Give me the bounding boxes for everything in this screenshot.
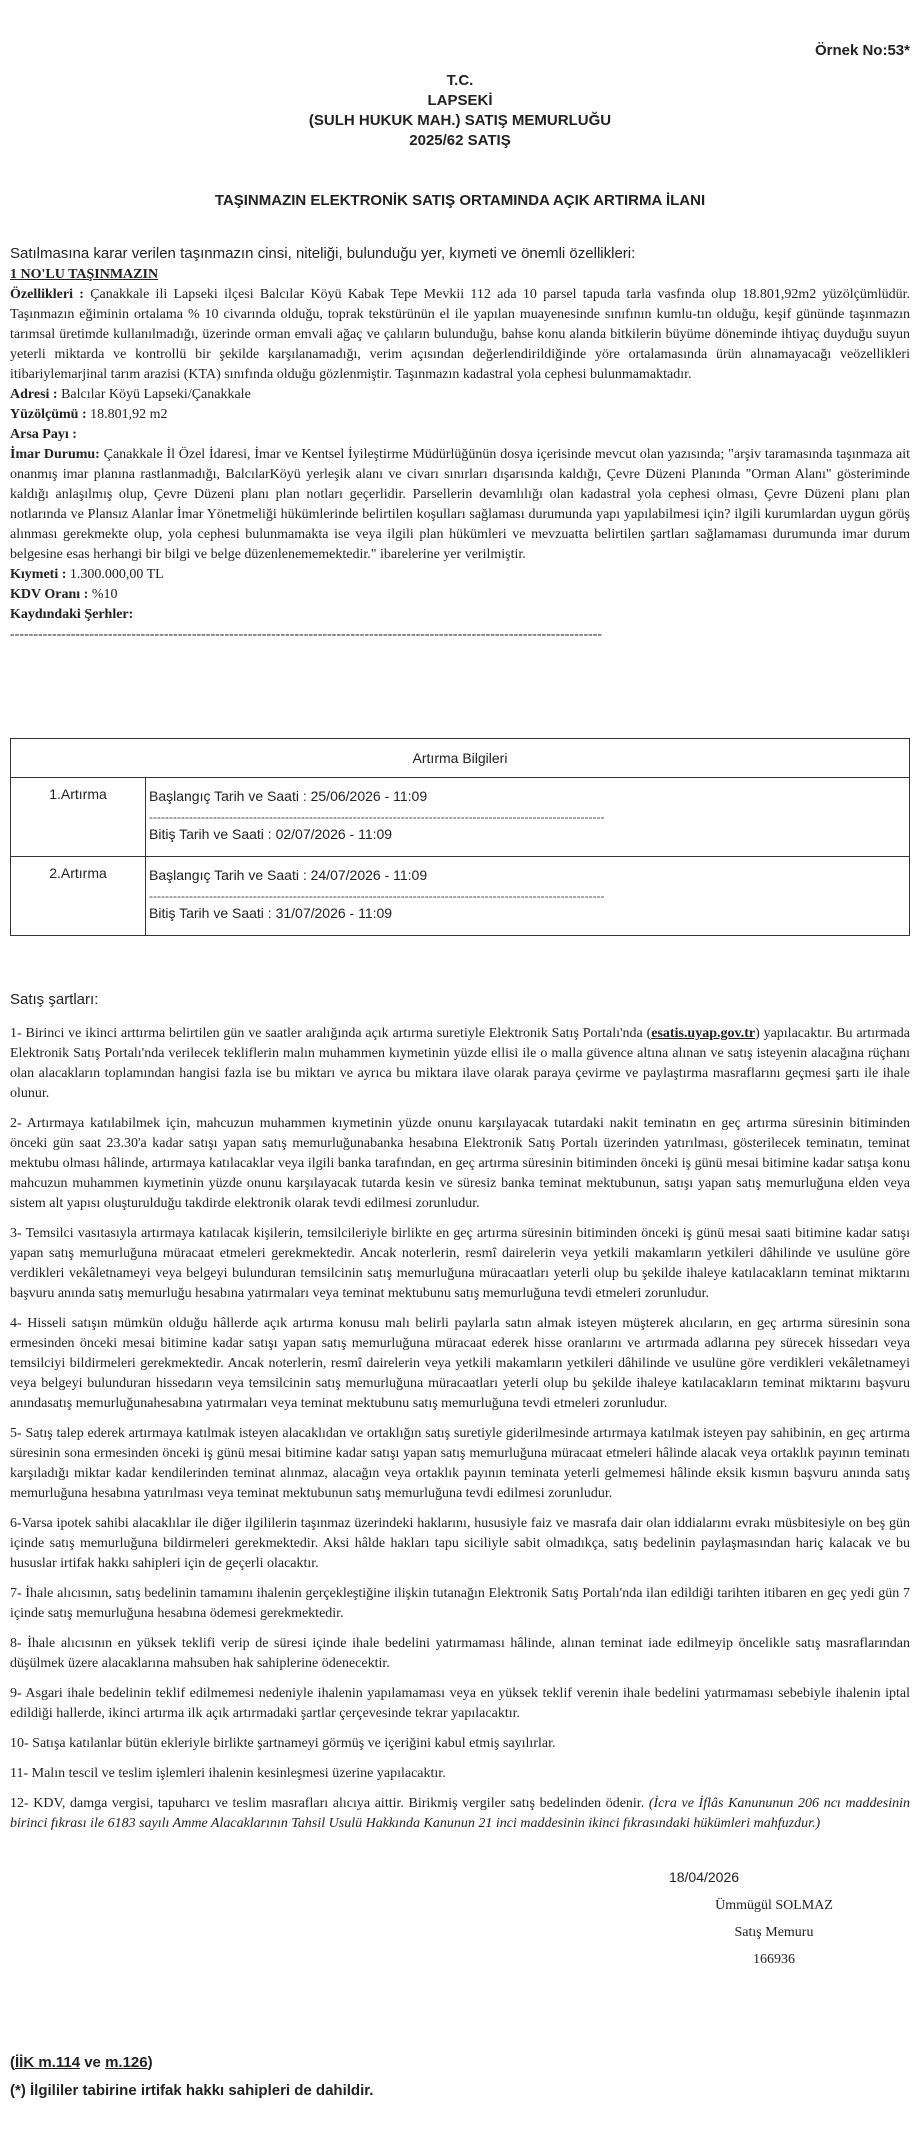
area-label: Yüzölçümü : [10, 407, 87, 422]
sample-number: Örnek No:53* [814, 42, 910, 59]
auction-label-2: 2.Artırma [11, 857, 146, 936]
auction-start-1: Başlangıç Tarih ve Saati : 25/06/2026 - 11:09 [149, 788, 428, 804]
page-title: TAŞINMAZIN ELEKTRONİK SATIŞ ORTAMINDA AÇIK ARTIRMA İLANI [214, 192, 706, 209]
table-row [11, 857, 910, 936]
vat-text: %10 [91, 587, 118, 602]
zoning-text: Çanakkale İl Özel İdaresi, İmar ve Kentsel İyileştirme Müdürlüğünün dosya içerisinde mevcut olan yazısında; "arşiv taramasında taşınmaza ait onanmış imar planına rastlanmadığı, BalcılarKöyü yerleşik alanı ve civarı sınırları dışarısında kaldığı, Çevre Düzeni Planında "Orman Alanı" gösteriminde kaldığı anlaşılmış olup, Çevre Düzeni planı plan notları geçerlidir. Parsellerin devamlılığı olan kadastral yola cephesi olması, Çevre Düzeni planı plan notlarında ve Plansız Alanlar İmar Yönetmeliği hükümlerinde belirtilen koşulları sağlaması durumunda yapı yapılabilmesi için? ilgili kurumlardan uygun görüş alınması gerekmekte olup, yola cephesi bulunmamakta ise veya ilgili plan hükümleri ve mevzuatta belirtilen şartları sağlamaması durumunda imar durum belgesine esas herhangi bir bilgi ve belge düzenlenememektedir." ibarelerine yer verilmiştir. [10, 447, 911, 562]
auction-start-2: Başlangıç Tarih ve Saati : 24/07/2026 - 11:09 [149, 867, 428, 883]
address-label: Adresi : [10, 387, 58, 402]
condition-2: 2- Artırmaya katılabilmek için, mahcuzun muhammen kıymetinin yüzde onunu karşılayacak tutardaki nakit teminatın en geç artırma süresinin bitiminden önceki gün saat 23.30'a kadar satışı yapan satış memurluğunabanka hesabına Elektronik Satış Portalı üzerinden yatırılması, gösterilecek teminatın, teminat mektubu olması hâlinde, artırmaya katılacaklar veya ilgili banka tarafından, en geç artırma süresinin bitiminden önceki iş günü mesai bitimine kadar satışa konu mahcuzun muhammen kıymetinin yüzde onunu karşılayacak tutarda kesin ve süresiz banka teminat mektubunun, satışı yapan satış memurluğuna elden veya sistem alt yapısı oluşturulduğu takdirde elektronik olarak tevdi edilmesi zorunludur. [10, 1116, 910, 1211]
office-header [10, 71, 910, 151]
header-line-office: (SULH HUKUK MAH.) SATIŞ MEMURLUĞU [308, 112, 612, 129]
sale-conditions [10, 990, 910, 1844]
condition-12-note: (İcra ve İflâs Kanununun 206 ncı maddesinin birinci fıkrası ile 6183 sayılı Amme Alacaklarının Tahsil Usulü Hakkında Kanunun 21 inci maddesinin ikinci fıkrasındaki hükümleri mahfuzdur.) [10, 1796, 911, 1831]
auction-end-1: Bitiş Tarih ve Saati : 02/07/2026 - 11:09 [149, 826, 393, 842]
property-separator: ------------------------------------------------------------------------------------------------------------------------------- [10, 627, 603, 642]
header-line-tc: T.C. [446, 72, 474, 89]
condition-6: 6-Varsa ipotek sahibi alacaklılar ile diğer ilgililerin taşınmaz üzerindeki haklarını, hususiyle faiz ve masrafa dair olan iddialarını evrakı müsbitesiyle on beş gün içinde satış memurluğuna bildirmeleri gerekmektedir. Aksi hâlde hakları tapu siciliyle sabit olmadıkça, satış bedelinin paylaşmasından hariç kalacak ve bu hususlar irtifak hakkı sahipleri için de geçerli olacaktır. [10, 1516, 910, 1571]
footnote: (*) İlgililer tabirine irtifak hakkı sahipleri de dahildir. [10, 2082, 374, 2099]
auction-divider-2: ------------------------------------------------------------------------------------------------------------------ [149, 889, 605, 903]
property-area [10, 405, 910, 425]
share-label: Arsa Payı : [10, 427, 77, 442]
header-line-city: LAPSEKİ [427, 92, 493, 109]
condition-8: 8- İhale alıcısının en yüksek teklifi verip de süresi içinde ihale bedelini yatırmaması hâlinde, alınan teminat iade edilmeyip öncelikle satış masraflarından düşülmek üzere alacaklarına mahsuben hak sahiplerine ödenecektir. [10, 1636, 910, 1671]
auction-table-header: Artırma Bilgileri [11, 739, 910, 778]
condition-1-post: ) yapılacaktır. Bu artırmada Elektronik Satış Portalı'nda verilecek tekliflerin malın muhammen kıymetinin yüzde ellisi ile o malla güvence altına alınan ve satış isteyenin alacağına rüçhanı olan alacakların toplamından hangisi fazla ise bu miktarı ve ayrıca bu miktara ilave olarak paraya çevirme ve paylaştırma masraflarını geçmesi şartı ile ihale olunur. [10, 1026, 910, 1101]
legal-reference [10, 2054, 153, 2071]
property-value [10, 565, 910, 585]
address-text: Balcılar Köyü Lapseki/Çanakkale [61, 387, 251, 402]
condition-3: 3- Temsilci vasıtasıyla artırmaya katılacak kişilerin, temsilcileriyle birlikte en geç artırma süresinin bitiminden önceki iş günü mesai saati bitimine kadar satışı yapan satış memurluğuna müracaat etmeleri gerekmektedir. Ancak noterlerin, resmî dairelerin veya yetkili makamların yetkileri dâhilinde ve usulüne göre verdikleri vekâletnameyi veya belgeyi bulunduran temsilcinin satış memurluğuna müracaatları yeterli olup bu şekilde ihaleye katılacakların teminat miktarını başvuru anında satış memurluğu hesabına yatırmaları veya teminat mektubunu satış memurluğuna tevdi etmeleri zorunludur. [10, 1226, 910, 1301]
ref-iik-114[interactable]: İİK m.114 [15, 2054, 81, 2071]
signature-title: Satış Memuru [734, 1925, 814, 1940]
auction-dates-1 [146, 778, 910, 857]
property-features [10, 285, 910, 385]
condition-4: 4- Hisseli satışın mümkün olduğu hâllerde açık artırma konusu malı belirli paylarla satın almak isteyen müşterek alıcıların, en geç artırma süresinin sona ermesinden önceki mesai bitimine kadar satışı yapan satış memurluğuna müracaat ederek hisse oranlarını ve artırmada adlarına pey sürecek hissedarı veya temsilciyi bildirmeleri gerekmektedir. Ancak noterlerin, resmî dairelerin veya yetkili makamların yetkileri dâhilinde ve usulüne göre verdikleri vekâletnameyi veya belgeyi bulunduran hissedarın veya temsilcinin satış memurluğuna müracaatları yeterli olup bu şekilde ihaleye katılacakların teminat miktarını başvuru anındasatış memurluğunahesabına yatırmaları veya teminat mektubunu satış memurluğuna tevdi etmeleri zorunludur. [10, 1316, 910, 1411]
ref-close: ) [147, 2054, 153, 2071]
condition-9: 9- Asgari ihale bedelinin teklif edilmemesi nedeniyle ihalenin yapılamaması veya en yüksek teklif verenin ihale bedelini yatırmaması sebebiyle ihalenin iptal edildiği hallerde, ikinci artırma ilk açık artırmadaki şartlar çerçevesinde tekrar yapılacaktır. [10, 1686, 910, 1721]
auction-divider-1: ------------------------------------------------------------------------------------------------------------------ [149, 810, 605, 824]
auction-end-2: Bitiş Tarih ve Saati : 31/07/2026 - 11:09 [149, 905, 393, 921]
property-zoning [10, 445, 910, 565]
value-text: 1.300.000,00 TL [69, 567, 164, 582]
features-label: Özellikleri : [10, 287, 84, 302]
auction-dates-2 [146, 857, 910, 936]
ref-mid: ve [80, 2054, 106, 2071]
condition-1 [10, 1024, 910, 1104]
area-text: 18.801,92 m2 [90, 407, 168, 422]
vat-label: KDV Oranı : [10, 587, 89, 602]
header-line-file: 2025/62 SATIŞ [409, 132, 511, 149]
property-share [10, 425, 910, 445]
signature-id: 166936 [753, 1952, 795, 1967]
property-details [10, 265, 910, 645]
value-label: Kıymeti : [10, 567, 67, 582]
condition-1-pre: 1- Birinci ve ikinci arttırma belirtilen gün ve saatler aralığında açık artırma suretiyle Elektronik Satış Portalı'nda ( [10, 1026, 652, 1041]
ref-m-126[interactable]: m.126 [105, 2054, 148, 2071]
conditions-heading: Satış şartları: [10, 991, 99, 1008]
condition-7: 7- İhale alıcısının, satış bedelinin tamamını ihalenin gerçekleştiğine ilişkin tutanağın Elektronik Satış Portalı'nda ilan edildiği tarihten itibaren en geç yedi gün 7 içinde satış memurluğuna hesabına ödemesi gerekmektedir. [10, 1586, 910, 1621]
table-row [11, 778, 910, 857]
features-text: Çanakkale ili Lapseki ilçesi Balcılar Köyü Kabak Tepe Mevkii 112 ada 10 parsel tapuda tarla vasfında olup 18.801,92m2 yüzölçümlüdür. Taşınmazın eğiminin ortalama % 10 civarında olduğu, toprak tekstürünün el ile yapılan muayenesinde sınıfının kumlu-tın olduğu, keşif gününde taşınmazın tarımsal üretimde kullanılmadığı, üzerinde orman emvali ağaç ve çalıların bulunduğu, bahse konu alanda bitkilerin büyüme döneminde ihtiyaç duyduğu suyun yeterli miktarda ve kontrollü bir şekilde karşılanamadığı, verim açısından değerlendirildiğinde yöre ortalamasında ürün alınamayacağı veözellikleri itibariylemarjinal tarım arazisi (KTA) sınıfında olduğu gözlenmiştir. Taşınmazın kadastral yola cephesi bulunmamaktadır. [10, 287, 911, 382]
signature-date: 18/04/2026 [668, 1869, 740, 1885]
property-address [10, 385, 910, 405]
zoning-label: İmar Durumu: [10, 447, 100, 462]
property-annotations [10, 605, 910, 625]
condition-10: 10- Satışa katılanlar bütün ekleriyle birlikte şartnameyi görmüş ve içeriğini kabul etmiş sayılırlar. [10, 1736, 556, 1751]
condition-12-pre: 12- KDV, damga vergisi, tapuharcı ve teslim masrafları alıcıya aittir. Birikmiş vergiler satış bedelinden ödenir. [10, 1796, 649, 1811]
property-heading: 1 NO'LU TAŞINMAZIN [10, 267, 159, 282]
auction-table [10, 738, 910, 936]
condition-5: 5- Satış talep ederek artırmaya katılmak isteyen alacaklıdan ve ortaklığın satış suretiyle giderilmesinde artırmaya katılmak isteyen pay sahibinin, en geç artırma süresinin sona ermesinden önceki iş günü mesai bitimine kadar satışı yapan satış memurluğuna müracaat etmeleri hâlinde alacak veya ortaklık payının teminatı karşıladığı miktar kadar kendilerinden teminat alınmaz, alacağın veya ortaklık payının teminata yeterli gelmemesi hâlinde eksik kısmın başvuru anında satış memurluğuna hesabına yatırılması veya teminat mektubunun satış memurluğuna tevdi edilmesi zorunludur. [10, 1426, 910, 1501]
esatis-link[interactable]: esatis.uyap.gov.tr [651, 1026, 756, 1041]
intro-text: Satılmasına karar verilen taşınmazın cinsi, niteliği, bulunduğu yer, kıymeti ve önemli özellikleri: [10, 245, 636, 262]
property-vat [10, 585, 910, 605]
condition-12 [10, 1794, 910, 1834]
annotations-label: Kaydındaki Şerhler: [10, 607, 134, 622]
auction-label-1: 1.Artırma [11, 778, 146, 857]
condition-11: 11- Malın tescil ve teslim işlemleri ihalenin kesinleşmesi üzerine yapılacaktır. [10, 1766, 446, 1781]
ref-open: ( [10, 2054, 15, 2071]
signature-name: Ümmügül SOLMAZ [715, 1898, 833, 1913]
